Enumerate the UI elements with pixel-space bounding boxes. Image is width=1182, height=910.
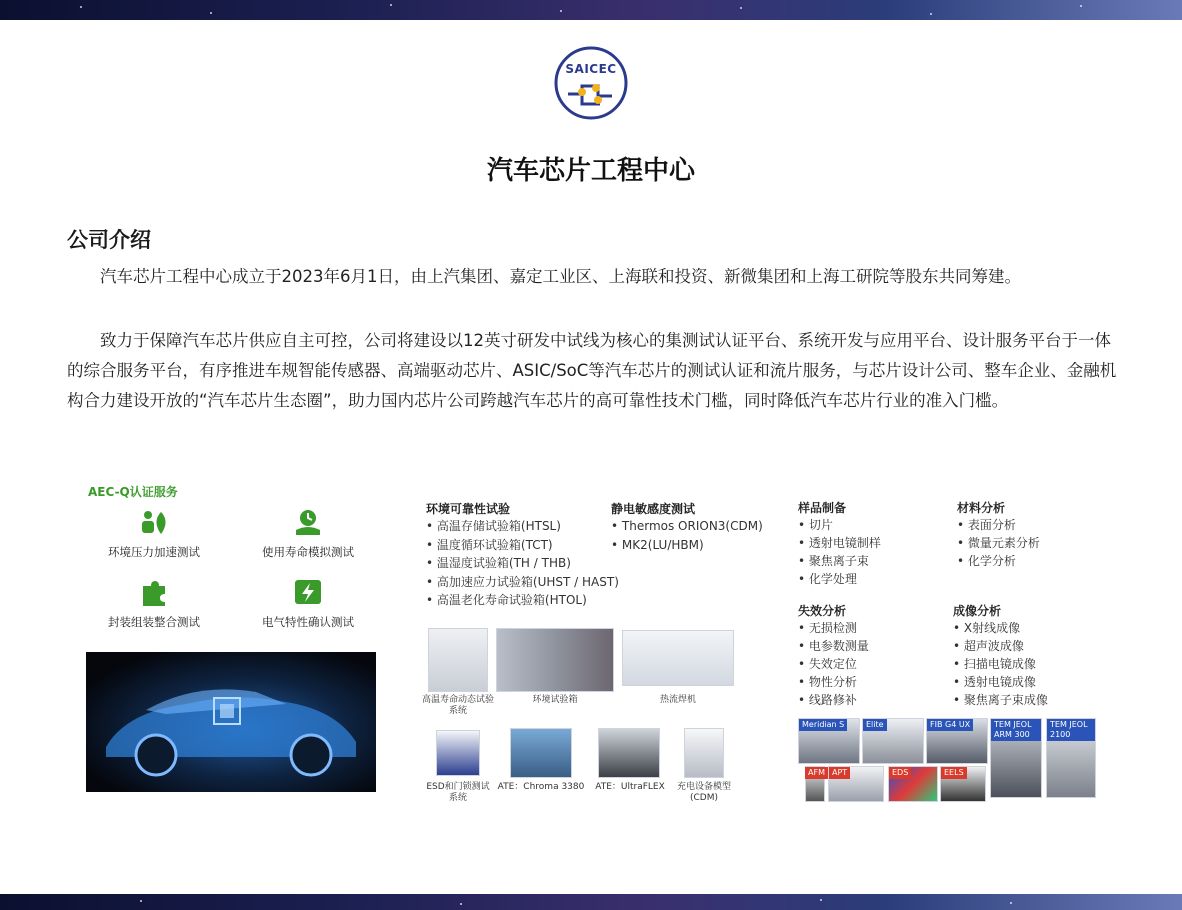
list-item: • 线路修补 bbox=[798, 691, 869, 709]
lightning-icon bbox=[293, 578, 323, 608]
list-item: • 扫描电镜成像 bbox=[953, 655, 1048, 673]
list-item: • 微量元素分析 bbox=[957, 534, 1040, 552]
list-item: • 表面分析 bbox=[957, 516, 1040, 534]
intro-heading: 公司介绍 bbox=[67, 228, 151, 252]
logo-text: SAICEC bbox=[565, 62, 617, 76]
esd-heading: 静电敏感度测试 bbox=[611, 502, 696, 516]
caption: 充电设备模型(CDM) bbox=[676, 782, 731, 803]
list-item: • 化学处理 bbox=[798, 570, 881, 588]
aec-item-env-stress bbox=[74, 508, 234, 560]
equipment-photo bbox=[436, 730, 480, 776]
aec-item-electrical bbox=[228, 578, 388, 630]
list-item: • 失效定位 bbox=[798, 655, 869, 673]
list-item: • Thermos ORION3(CDM) bbox=[611, 517, 763, 536]
hand-clock-icon bbox=[293, 508, 323, 538]
instrument-tag: AFM bbox=[805, 767, 828, 779]
instrument-tag: FIB G4 UX bbox=[927, 719, 973, 731]
env-list bbox=[426, 517, 619, 610]
esd-list bbox=[611, 517, 763, 554]
equipment-photo bbox=[510, 728, 572, 778]
instrument-tag: TEM JEOL ARM 300 bbox=[991, 719, 1041, 741]
failure-heading: 失效分析 bbox=[798, 604, 847, 618]
list-item: • 透射电镜成像 bbox=[953, 673, 1048, 691]
instrument-tag: APT bbox=[829, 767, 850, 779]
caption: 热流焊机 bbox=[659, 695, 696, 705]
equipment-photo bbox=[622, 630, 734, 686]
list-item: • MK2(LU/HBM) bbox=[611, 536, 763, 555]
equipment-photo bbox=[496, 628, 614, 692]
equipment-photo bbox=[684, 728, 724, 778]
aec-item-label: 环境压力加速测试 bbox=[108, 545, 200, 559]
list-item: • 化学分析 bbox=[957, 552, 1040, 570]
list-item: • X射线成像 bbox=[953, 619, 1048, 637]
caption: 环境试验箱 bbox=[532, 695, 578, 705]
caption: 高温寿命动态试验系统 bbox=[421, 695, 494, 716]
aec-item-package bbox=[74, 578, 234, 630]
intro-paragraph-1: 汽车芯片工程中心成立于2023年6月1日，由上汽集团、嘉定工业区、上海联和投资、新微集团和上海工研院等股东共同筹建。 bbox=[67, 267, 1021, 286]
person-leaf-icon bbox=[139, 508, 169, 538]
instrument-tag: EDS bbox=[889, 767, 911, 779]
list-item: • 温湿度试验箱(TH / THB) bbox=[426, 554, 619, 573]
aec-item-label: 电气特性确认测试 bbox=[262, 615, 354, 629]
caption: ESD和门锁测试系统 bbox=[426, 782, 490, 803]
aec-item-life-sim bbox=[228, 508, 388, 560]
instrument-tag: TEM JEOL 2100 bbox=[1047, 719, 1095, 741]
instrument-tag: EELS bbox=[941, 767, 967, 779]
list-item: • 聚焦离子束 bbox=[798, 552, 881, 570]
sample-heading: 样品制备 bbox=[798, 501, 847, 515]
company-logo bbox=[552, 44, 630, 122]
list-item: • 聚焦离子束成像 bbox=[953, 691, 1048, 709]
list-item: • 物性分析 bbox=[798, 673, 869, 691]
list-item: • 透射电镜制样 bbox=[798, 534, 881, 552]
list-item: • 电参数测量 bbox=[798, 637, 869, 655]
list-item: • 高温老化寿命试验箱(HTOL) bbox=[426, 591, 619, 610]
material-list bbox=[957, 516, 1040, 570]
imaging-heading: 成像分析 bbox=[953, 604, 1002, 618]
env-heading: 环境可靠性试验 bbox=[426, 502, 511, 516]
bottom-banner bbox=[0, 894, 1182, 910]
equipment-photo bbox=[598, 728, 660, 778]
list-item: • 高加速应力试验箱(UHST / HAST) bbox=[426, 573, 619, 592]
list-item: • 无损检测 bbox=[798, 619, 869, 637]
imaging-list bbox=[953, 619, 1048, 709]
list-item: • 高温存储试验箱(HTSL) bbox=[426, 517, 619, 536]
list-item: • 超声波成像 bbox=[953, 637, 1048, 655]
page-title: 汽车芯片工程中心 bbox=[486, 156, 695, 186]
caption: ATE：Chroma 3380 bbox=[497, 782, 585, 792]
material-heading: 材料分析 bbox=[957, 501, 1006, 515]
instrument-tag: Elite bbox=[863, 719, 887, 731]
caption: ATE：UltraFLEX bbox=[595, 782, 665, 792]
failure-list bbox=[798, 619, 869, 709]
top-banner bbox=[0, 0, 1182, 20]
intro-paragraph-2: 致力于保障汽车芯片供应自主可控，公司将建设以12英寸研发中试线为核心的集测试认证平台、系统开发与应用平台、设计服务平台于一体的综合服务平台，有序推进车规智能传感器、高端驱动芯片、ASIC/SoC等汽车芯片的测试认证和流片服务，与芯片设计公司、整车企业、金融机构合力建设开放的“汽车芯片生态圈”，助力国内芯片公司跨越汽车芯片的高可靠性技术门槛，同时降低汽车芯片行业的准入门槛。 bbox=[67, 331, 1117, 410]
puzzle-icon bbox=[139, 578, 169, 608]
list-item: • 温度循环试验箱(TCT) bbox=[426, 536, 619, 555]
aec-item-label: 封装组装整合测试 bbox=[108, 615, 200, 629]
sample-list bbox=[798, 516, 881, 588]
car-chip-illustration bbox=[86, 652, 376, 792]
instrument-tag: Meridian S bbox=[799, 719, 847, 731]
aec-title: AEC-Q认证服务 bbox=[88, 485, 178, 499]
aec-item-label: 使用寿命模拟测试 bbox=[262, 545, 354, 559]
equipment-photo bbox=[428, 628, 488, 692]
list-item: • 切片 bbox=[798, 516, 881, 534]
